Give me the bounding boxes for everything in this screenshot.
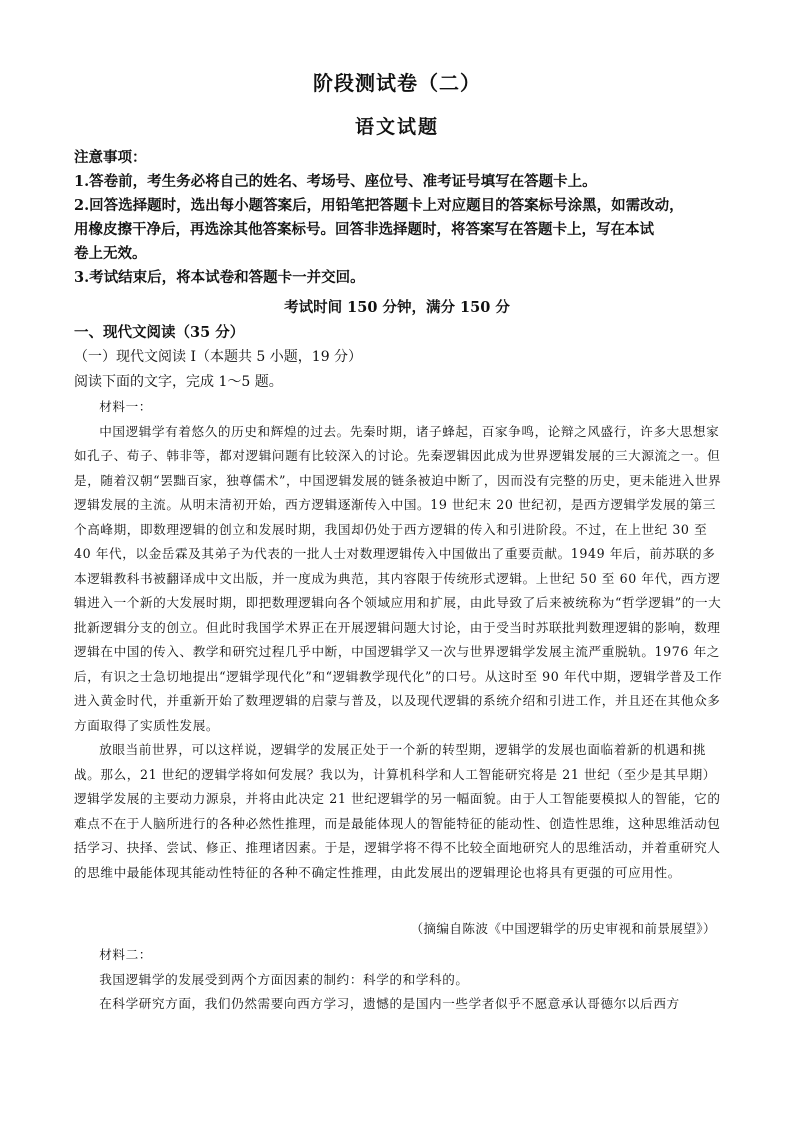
subsection-heading: （一）现代文阅读 I（本题共 5 小题，19 分）: [74, 349, 363, 365]
material-1-label: 材料一：: [99, 399, 152, 414]
material-2-paragraph-1: 我国逻辑学的发展受到两个方面因素的制约：科学的和学科的。: [99, 971, 469, 987]
material-2-label: 材料二：: [99, 947, 152, 962]
material-1-source: （摘编自陈波《中国逻辑学的历史审视和前景展望》）: [410, 921, 716, 936]
exam-subtitle: 语文试题: [354, 116, 439, 138]
notice-block: [74, 146, 724, 290]
material-2-paragraph-2: 在科学研究方面，我们仍然需要向西方学习，遗憾的是国内一些学者似乎不愿意承认哥德尔以后西方: [99, 996, 680, 1011]
material-2: [74, 943, 724, 1017]
material-1-paragraph-1: 中国逻辑学有着悠久的历史和辉煌的过去。先秦时期，诸子蜂起，百家争鸣，论辩之风盛行，许多大思想家如孔子、荀子、韩非等，都对逻辑问题有比较深入的讨论。先秦逻辑因此成为世界逻辑发展的三大源流之一。但是，随着汉朝“罢黜百家，独尊儒术”，中国逻辑发展的链条被迫中断了，因而没有完整的历史，更未能进入世界逻辑发展的主流。从明末清初开始，西方逻辑逐渐传入中国。19 世纪末 20 世纪初，是西方逻辑学发展的第三个高峰期，即数理逻辑的创立和发展时期，我国却仍处于西方逻辑的传入和引进阶段。不过，在上世纪 30 至 40 年代，以金岳霖及其弟子为代表的一批人士对数理逻辑传入中国做出了重要贡献。1949 年后，前苏联的多本逻辑教科书被翻译成中文出版，并一度成为典范，其内容限于传统形式逻辑。上世纪 50 至 60 年代，西方逻辑进入一个新的大发展时期，即把数理逻辑向各个领域应用和扩展，由此导致了后来被统称为“哲学逻辑”的一大批新逻辑分支的创立。但此时我国学术界正在开展逻辑问题大讨论，由于受当时苏联批判数理逻辑的影响，数理逻辑在中国的传入、教学和研究过程几乎中断，中国逻辑学又一次与世界逻辑学发展主流严重脱轨。1976 年之后，有识之士急切地提出“逻辑学现代化”和“逻辑教学现代化”的口号。从这时至 90 年代中期，逻辑学普及工作进入黄金时代，并重新开始了数理逻辑的启蒙与普及，以及现代逻辑的系统介绍和引进工作，并且还在其他众多方面取得了实质性发展。: [74, 423, 723, 733]
notice-item-3: 3.考试结束后，将本试卷和答题卡一并交回。: [74, 269, 365, 286]
section-heading: 一、现代文阅读（35 分）: [74, 324, 245, 341]
notice-item-2-line-2: 用橡皮擦干净后，再选涂其他答案标号。回答非选择题时，将答案写在答题卡上，写在本试: [74, 221, 654, 238]
exam-time: 考试时间 150 分钟，满分 150 分: [284, 299, 510, 316]
material-1: [74, 395, 724, 885]
notice-item-2-line-3: 卷上无效。: [74, 245, 147, 262]
notice-item-1: 1.答卷前，考生务必将自己的姓名、考场号、座位号、准考证号填写在答题卡上。: [74, 173, 597, 190]
notice-item-2-line-1: 2.回答选择题时，选出每小题答案后，用铅笔把答题卡上对应题目的答案标号涂黑，如需改动，: [74, 197, 684, 214]
reading-instruction: 阅读下面的文字，完成 1～5 题。: [74, 374, 283, 390]
exam-title: 阶段测试卷（二）: [313, 71, 481, 95]
material-1-paragraph-2: 放眼当前世界，可以这样说，逻辑学的发展正处于一个新的转型期，逻辑学的发展也面临着新的机遇和挑战。那么，21 世纪的逻辑学将如何发展？我以为，计算机科学和人工智能研究将是 21 世纪（至少是其早期）逻辑学发展的主要动力源泉，并将由此决定 21 世纪逻辑学的另一幅面貌。由于人工智能要模拟人的智能，它的难点不在于人脑所进行的各种必然性推理，而是最能体现人的智能特征的能动性、创造性思维，这种思维活动包括学习、抉择、尝试、修正、推理诸因素。于是，逻辑学将不得不比较全面地研究人的思维活动，并着重研究人的思维中最能体现其能动性特征的各种不确定性推理，由此发展出的逻辑理论也将具有更强的可应用性。: [74, 742, 721, 880]
notice-heading: 注意事项：: [74, 149, 147, 166]
